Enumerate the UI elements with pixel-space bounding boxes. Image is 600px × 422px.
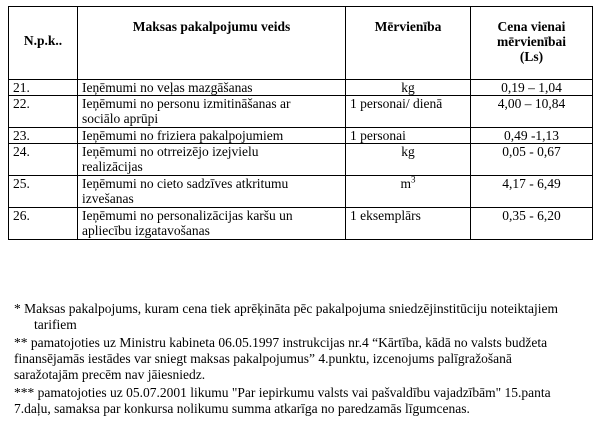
row-number: 21. — [9, 80, 78, 96]
row-service — [78, 128, 346, 144]
header-npk: N.p.k.. — [9, 7, 78, 80]
row-price: 4,00 – 10,84 — [471, 96, 593, 128]
row-number: 25. — [9, 176, 78, 208]
row-service-line1: Ieņēmumi no friziera pakalpojumiem — [82, 128, 284, 143]
row-price: 0,35 - 6,20 — [471, 208, 593, 240]
footnote-2-line2: finansējamās iestādes var sniegt maksas pakalpojumus” 4.punktu, izcenojums palīgražošanā — [14, 351, 512, 366]
footnotes — [14, 301, 588, 419]
row-unit: 1 personai/ dienā — [346, 96, 471, 128]
row-service-line2: izvešanas — [82, 191, 134, 206]
header-price-line3: (Ls) — [519, 49, 544, 64]
footnote-3-line2: 7.daļu, samaksa par konkursa nolikumu summa atkarīga no paredzamās līgumcenas. — [14, 401, 470, 416]
row-service-line1: Ieņēmumi no otrreizējo izejvielu — [82, 144, 259, 159]
table-row — [9, 144, 593, 176]
row-price: 0,05 - 0,67 — [471, 144, 593, 176]
row-unit — [346, 176, 471, 208]
row-price: 4,17 - 6,49 — [471, 176, 593, 208]
row-service-line1: Ieņēmumi no personu izmitināšanas ar — [82, 96, 291, 111]
row-service — [78, 80, 346, 96]
row-number: 22. — [9, 96, 78, 128]
row-unit: 1 eksemplārs — [346, 208, 471, 240]
row-number: 23. — [9, 128, 78, 144]
footnote-1-line2: tarifiem — [34, 317, 77, 332]
table-row — [9, 176, 593, 208]
table-header-row — [9, 7, 593, 80]
row-unit-exponent: 3 — [411, 174, 416, 185]
row-price: 0,19 – 1,04 — [471, 80, 593, 96]
row-service-line1: Ieņēmumi no veļas mazgāšanas — [82, 80, 253, 95]
footnote-1-line1: * Maksas pakalpojums, kuram cena tiek aprēķināta pēc pakalpojuma sniedzējinstitūciju noteiktajiem — [14, 301, 558, 316]
footnote-2-line3: saražotajām precēm nav jāiesniedz. — [14, 367, 206, 382]
row-price: 0,49 -1,13 — [471, 128, 593, 144]
footnote-2 — [14, 335, 588, 383]
row-service-line2: sociālo aprūpi — [82, 111, 159, 126]
fees-table — [8, 6, 593, 240]
row-service-line1: Ieņēmumi no personalizācijas karšu un — [82, 208, 293, 223]
row-unit-base: m — [400, 176, 411, 191]
footnote-3 — [14, 385, 588, 417]
table-row — [9, 128, 593, 144]
table-row — [9, 80, 593, 96]
row-service-line1: Ieņēmumi no cieto sadzīves atkritumu — [82, 176, 289, 191]
footnote-2-line1: ** pamatojoties uz Ministru kabineta 06.05.1997 instrukcijas nr.4 “Kārtība, kādā no valsts budžeta — [14, 335, 548, 350]
footnote-1 — [14, 301, 588, 333]
row-service-line2: realizācijas — [82, 159, 143, 174]
table-row — [9, 96, 593, 128]
row-number: 24. — [9, 144, 78, 176]
header-price-line1: Cena vienai — [497, 19, 566, 34]
row-service — [78, 208, 346, 240]
row-unit: kg — [346, 80, 471, 96]
header-price-line2: mērvienībai — [497, 34, 566, 49]
header-service-type: Maksas pakalpojumu veids — [78, 7, 346, 80]
row-service — [78, 144, 346, 176]
table-row — [9, 208, 593, 240]
row-unit: 1 personai — [346, 128, 471, 144]
header-unit: Mērvienība — [346, 7, 471, 80]
row-service — [78, 96, 346, 128]
row-unit: kg — [346, 144, 471, 176]
header-price — [471, 7, 593, 80]
row-service — [78, 176, 346, 208]
row-service-line2: apliecību izgatavošanas — [82, 223, 210, 238]
row-number: 26. — [9, 208, 78, 240]
footnote-3-line1: *** pamatojoties uz 05.07.2001 likumu "Par iepirkumu valsts vai pašvaldību vajadzībām" 15.panta — [14, 385, 551, 400]
